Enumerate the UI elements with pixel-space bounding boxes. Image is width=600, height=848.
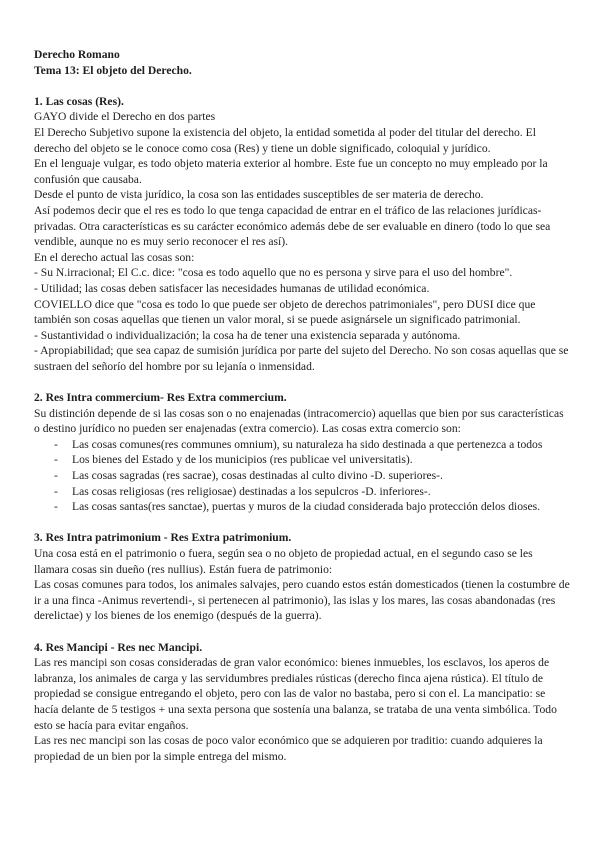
course-title: Derecho Romano <box>34 48 120 61</box>
section-1-paragraph: El Derecho Subjetivo supone la existencia del objeto, la entidad sometida al poder del titular del derecho. El derecho del objeto se le conoce como cosa (Res) y tiene un doble significado, coloquial y jurídico. <box>34 125 536 155</box>
section-2-heading: 2. Res Intra commercium- Res Extra commercium. <box>34 391 287 405</box>
list-item: - Las cosas comunes(res communes omnium), su naturaleza ha sido destinada a que pertenezca a todos <box>34 437 570 453</box>
spacer <box>34 624 570 640</box>
section-1-paragraph: Desde el punto de vista jurídico, la cosa son las entidades susceptibles de ser materia de derecho. <box>34 188 484 202</box>
section-2-intro: Su distinción depende de si las cosas son o no enajenadas (intracomercio) aquellas que bien por sus características o destino jurídico no pueden ser enajenadas (extra comercio). Las cosas extra comercio son: <box>34 406 564 436</box>
spacer <box>34 78 570 94</box>
topic-title: Tema 13: El objeto del Derecho. <box>34 63 192 77</box>
section-1-paragraph: En el lenguaje vulgar, es todo objeto materia exterior al hombre. Este fue un concepto no muy empleado por la confusión que causaba. <box>34 157 548 186</box>
section-1-paragraph: - Utilidad; las cosas deben satisfacer las necesidades humanas de utilidad económica. <box>34 281 430 295</box>
section-1-paragraph: - Su N.irracional; El C.c. dice: "cosa es todo aquello que no es persona y sirve para el uso del hombre". <box>34 266 513 280</box>
section-4-heading: 4. Res Mancipi - Res nec Mancipi. <box>34 640 203 654</box>
section-1-heading: 1. Las cosas (Res). <box>34 94 124 108</box>
section-3-heading: 3. Res Intra patrimonium - Res Extra patrimonium. <box>34 531 292 545</box>
section-1-paragraph: En el derecho actual las cosas son: <box>34 250 195 264</box>
section-1-paragraph: - Sustantividad o individualización; la cosa ha de tener una existencia separada y autónoma. <box>34 328 461 342</box>
spacer <box>34 374 570 390</box>
list-item: - Las cosas sagradas (res sacrae), cosas destinadas al culto divino -D. superiores-. <box>34 468 570 484</box>
section-1-paragraph: - Apropiabilidad; que sea capaz de sumisión jurídica por parte del sujeto del Derecho. No son cosas aquellas que se sustraen del señorío del hombre por su lejanía o inmensidad. <box>34 344 569 373</box>
spacer <box>34 515 570 531</box>
section-4-paragraph: Las res mancipi son cosas consideradas de gran valor económico: bienes inmuebles, los esclavos, los aperos de labranza, los animales de carga y las servidumbres prediales rústicas (derecho finca ajena rústica). El título de propiedad se consigue entregando el objeto, pero con las de valor no bastaba, pero si con el. La mancipatio: se hacía delante de 5 testigos + una sexta persona que sostenía una balanza, se trataba de una venta simbólica. Todo esto se hacía para evitar engaños. <box>34 656 557 732</box>
section-3-paragraph: Las cosas comunes para todos, los animales salvajes, pero cuando estos están domesticados (tienen la costumbre de ir a una finca -Animus revertendi-, si pertenecen al patrimonio), las islas y los mares, las cosas abandonadas (res derelictae) y los bienes de los enemigo (después de la guerra). <box>34 578 570 623</box>
section-4-paragraph: Las res nec mancipi son las cosas de poco valor económico que se adquieren por traditio: cuando adquieres la propiedad de un bien por la simple entrega del mismo. <box>34 734 543 763</box>
list-item: - Las cosas santas(res sanctae), puertas y muros de la ciudad considerada bajo protección delos dioses. <box>34 499 570 515</box>
section-1-paragraph: COVIELLO dice que "cosa es todo lo que puede ser objeto de derechos patrimoniales", pero DUSI dice que también son cosas aquellas que tienen un valor moral, si se puede asignársele un significado patrimonial. <box>34 297 536 327</box>
section-3-paragraph: Una cosa está en el patrimonio o fuera, según sea o no objeto de propiedad actual, en el segundo caso se les llamara cosas sin dueño (res nullius). Están fuera de patrimonio: <box>34 547 533 576</box>
extra-commercium-list <box>34 437 570 515</box>
section-1-paragraph: Así podemos decir que el res es todo lo que tenga capacidad de entrar en el tráfico de las relaciones jurídicas-privadas. Otra características es su carácter económico además debe de ser evaluable en dinero (todo lo que sea vendible, aunque no es muy serio reconocer el res así). <box>34 203 551 249</box>
section-1-paragraph: GAYO divide el Derecho en dos partes <box>34 110 216 124</box>
list-item: - Las cosas religiosas (res religiosae) destinadas a los sepulcros -D. inferiores-. <box>34 484 570 500</box>
list-item: - Los bienes del Estado y de los municipios (res publicae vel universitatis). <box>34 452 570 468</box>
